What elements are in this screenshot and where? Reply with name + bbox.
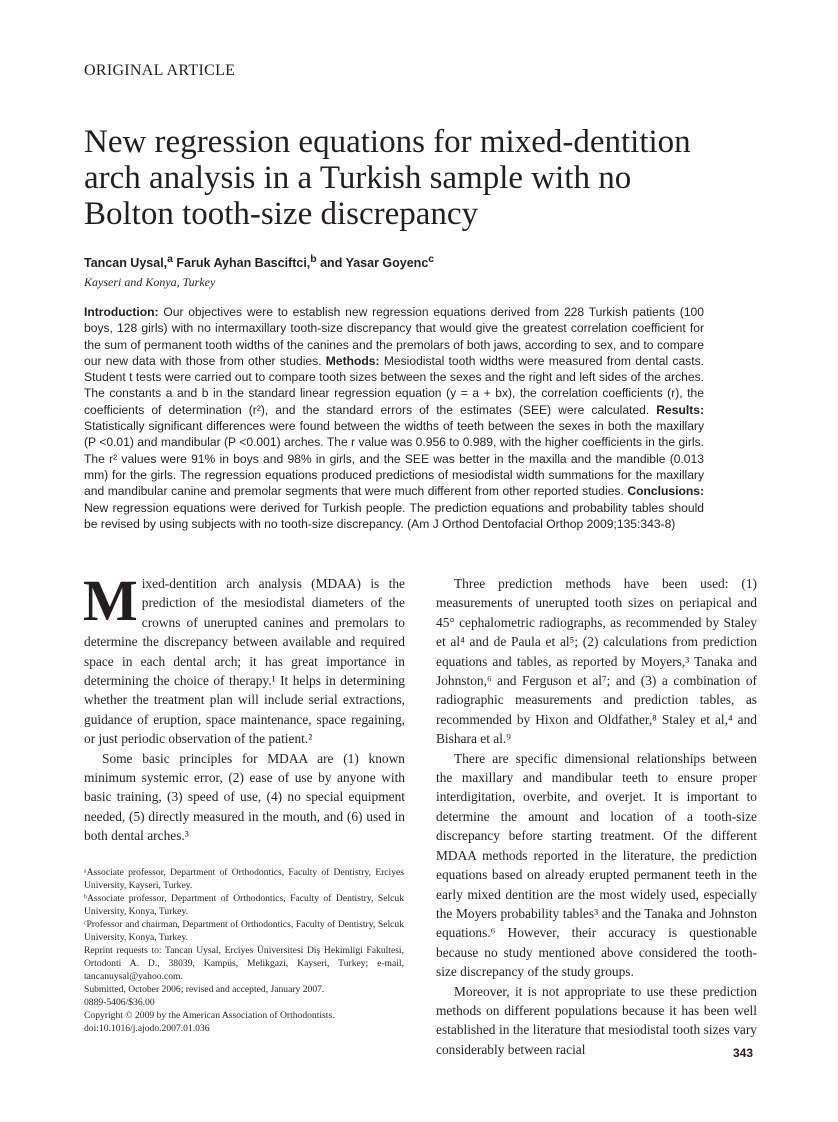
left-column <box>83 568 405 846</box>
abstract-heading: Methods: <box>325 353 380 368</box>
page-number: 343 <box>733 1046 754 1060</box>
section-label: ORIGINAL ARTICLE <box>84 62 236 79</box>
paragraph: Moreover, it is not appropriate to use these prediction methods on different populations because it has been well established in the literature that mesiodistal tooth sizes vary considerably between racial <box>436 983 757 1057</box>
affiliation-mark: c <box>428 254 435 265</box>
abstract-text: Statistically significant differences were found between the widths of teeth between the sexes in both the maxillary (P <0.01) and mandibular (P <0.001) arches. The r value was 0.956 to 0.989, with the higher coefficients in the girls. The r² values were 91% in boys and 98% in girls, and the SEE was better in the maxilla and the mandible (0.013 mm) for the girls. The regression equations produced predictions of mesiodistal width summations for the maxillary and mandibular canine and premolar segments that were much different from other reported studies. <box>84 419 704 499</box>
footnote: Copyright © 2009 by the American Association of Orthodontists. <box>84 1010 335 1021</box>
footnote: ᵇAssociate professor, Department of Orthodontics, Faculty of Dentistry, Selcuk University, Konya, Turkey. <box>84 893 404 917</box>
footnote: ᵃAssociate professor, Department of Orthodontics, Faculty of Dentistry, Erciyes University, Kayseri, Turkey. <box>84 867 404 891</box>
author-location: Kayseri and Konya, Turkey <box>84 275 216 289</box>
abstract-heading: Results: <box>656 402 704 417</box>
footnote: doi:10.1016/j.ajodo.2007.01.036 <box>84 1023 210 1034</box>
drop-cap: M <box>83 568 138 633</box>
abstract-heading: Conclusions: <box>627 484 704 499</box>
abstract-text: Mesiodistal tooth widths were measured from dental casts. Student t tests were carried out to compare tooth sizes between the sexes and the right and left sides of the arches. The constants a and b in the standard linear regression equation (y = a + bx), the correlation coefficients (r), the coefficients of determination (r²), and the standard errors of the estimates (SEE) were calculated. <box>84 353 704 417</box>
footnote: 0889-5406/$36.00 <box>84 997 155 1008</box>
footnote: Reprint requests to: Tancan Uysal, Erciyes Üniversitesi Diş Hekimligi Fakultesi, Ortodonti A. D., 38039, Kampüs, Melikgazi, Kayseri, Turkey; e-mail, tancanuysal@yahoo.com. <box>84 945 404 982</box>
abstract-heading: Introduction: <box>84 305 159 319</box>
abstract-text: New regression equations were derived for Turkish people. The prediction equations and probability tables should be revised by using subjects with no tooth-size discrepancy. (Am J Orthod Dentofacial Orthop 2009;135:343-8) <box>84 500 704 531</box>
article-title: New regression equations for mixed-dentition arch analysis in a Turkish sample with no Bolton tooth-size discrepancy <box>84 124 691 232</box>
affiliation-mark: a <box>167 254 173 265</box>
author: Tancan Uysal, <box>84 256 168 271</box>
footnote: Submitted, October 2006; revised and accepted, January 2007. <box>84 984 325 995</box>
footnotes <box>84 866 404 1035</box>
paragraph-text: ixed-dentition arch analysis (MDAA) is the prediction of the mesiodistal diameters of the crowns of unerupted canines and premolars to determine the discrepancy between available and required space in each dental arch; it has great importance in determining the choice of therapy.¹ It helps in determining whether the treatment plan will include serial extractions, guidance of eruption, space maintenance, space regaining, or just periodic observation of the patient.² <box>84 576 405 747</box>
right-column <box>436 574 757 1059</box>
abstract-text: Our objectives were to establish new regression equations derived from 228 Turkish patients (100 boys, 128 girls) with no intermaxillary tooth-size discrepancy that would give the greatest correlation coefficient for the sum of permanent tooth widths of the canines and the premolars of both jaws, according to sex, and to compare our new data with those from other studies. <box>84 305 704 368</box>
footnote: ᶜProfessor and chairman, Department of Orthodontics, Faculty of Dentistry, Selcuk University, Konya, Turkey. <box>84 919 404 943</box>
author-list <box>84 254 434 270</box>
author: Faruk Ayhan Basciftci, <box>176 256 311 271</box>
paragraph: Some basic principles for MDAA are (1) known minimum systemic error, (2) ease of use by anyone with basic training, (3) speed of use, (4) no special equipment needed, (5) directly measured in the mouth, and (6) used in both dental arches.³ <box>84 750 405 844</box>
paragraph: Three prediction methods have been used: (1) measurements of unerupted tooth sizes on periapical and 45° cephalometric radiographs, as recommended by Staley et al⁴ and de Paula et al⁵; (2) calculations from prediction equations and tables, as reported by Moyers,³ Tanaka and Johnston,⁶ and Ferguson et al⁷; and (3) a combination of radiographic measurements and prediction tables, as recommended by Hixon and Oldfather,⁸ Staley et al,⁴ and Bishara et al.⁹ <box>436 576 757 747</box>
paragraph <box>83 568 405 749</box>
paragraph: There are specific dimensional relationships between the maxillary and mandibular teeth to ensure proper interdigitation, overbite, and overjet. It is important to determine the amount and location of a tooth-size discrepancy before starting treatment. Of the different MDAA methods reported in the literature, the prediction equations based on already erupted permanent teeth in the early mixed dentition are the most widely used, especially the Moyers probability tables³ and the Tanaka and Johnston equations.⁶ However, their accuracy is questionable because no study mentioned above considered the tooth-size discrepancy of the study groups. <box>436 750 757 980</box>
affiliation-mark: b <box>310 254 317 265</box>
abstract <box>84 304 704 532</box>
author: and Yasar Goyenc <box>320 256 429 271</box>
